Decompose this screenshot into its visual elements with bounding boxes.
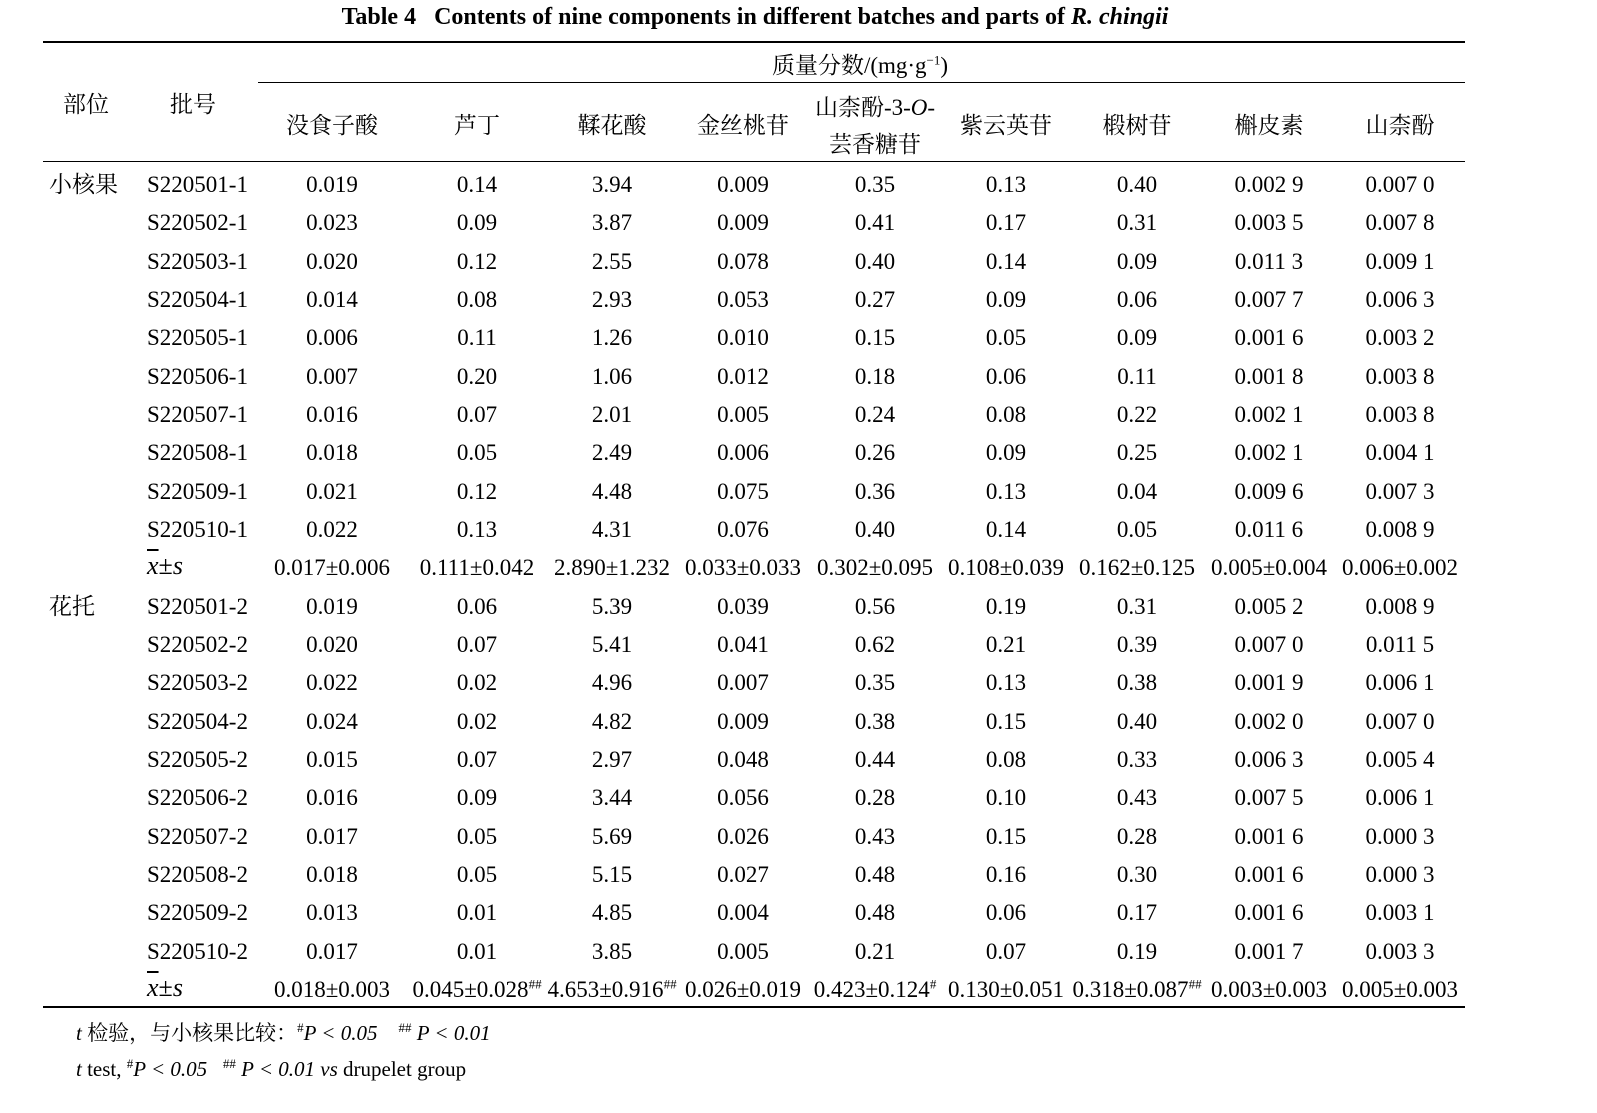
value-cell: 0.007 0: [1365, 708, 1435, 734]
value-cell: 0.56: [854, 593, 896, 619]
mean-value-cell: 0.033±0.033: [684, 555, 802, 581]
value-cell: 0.021: [306, 478, 358, 504]
header-col-1: 没食子酸: [286, 113, 378, 138]
value-cell: 4.48: [591, 478, 633, 504]
value-cell: 0.11: [1117, 363, 1157, 389]
header-batch: 批号: [170, 92, 216, 117]
value-cell: 0.001 8: [1234, 363, 1304, 389]
value-cell: 3.44: [591, 785, 633, 811]
batch-id: S220507-2: [147, 823, 248, 849]
batch-id: S220510-2: [147, 938, 248, 964]
species-name: R. chingii: [1071, 4, 1169, 30]
value-cell: 0.001 6: [1234, 325, 1304, 351]
header-col-7: 椴树苷: [1102, 113, 1172, 138]
value-cell: 0.05: [456, 440, 498, 466]
value-cell: 0.015: [306, 746, 358, 772]
header-col-9: 山柰酚: [1365, 113, 1435, 138]
value-cell: 0.21: [854, 938, 896, 964]
value-cell: 0.011 5: [1365, 631, 1435, 657]
value-cell: 0.01: [456, 938, 498, 964]
value-cell: 0.003 3: [1365, 938, 1435, 964]
footnote-cn: t 检验，与小核果比较：#P < 0.05 ## P < 0.01: [76, 1020, 491, 1045]
value-cell: 0.018: [306, 440, 358, 466]
value-cell: 0.013: [306, 900, 358, 926]
value-cell: 0.27: [854, 286, 896, 312]
value-cell: 0.40: [1116, 172, 1158, 197]
value-cell: 0.007 0: [1365, 172, 1435, 197]
value-cell: 0.001 6: [1234, 900, 1304, 926]
value-cell: 0.05: [456, 823, 498, 849]
value-cell: 0.008 9: [1365, 516, 1435, 542]
value-cell: 0.005: [717, 401, 769, 427]
value-cell: 0.014: [306, 286, 358, 312]
value-cell: 2.01: [591, 401, 633, 427]
value-cell: 0.14: [985, 516, 1027, 542]
value-cell: 0.007 5: [1234, 785, 1304, 811]
mean-value-cell: 0.130±0.051: [947, 976, 1065, 1002]
value-cell: 0.17: [1116, 900, 1158, 926]
value-cell: 0.09: [1116, 325, 1158, 351]
value-cell: 0.40: [854, 516, 896, 542]
value-cell: 0.022: [306, 670, 358, 696]
value-cell: 0.024: [306, 708, 358, 734]
mean-value-cell: 0.318±0.087##: [1072, 976, 1202, 1002]
value-cell: 4.85: [591, 900, 633, 926]
value-cell: 0.004: [717, 900, 769, 926]
value-cell: 0.048: [717, 746, 769, 772]
value-cell: 0.009: [717, 210, 769, 236]
value-cell: 0.07: [456, 401, 498, 427]
value-cell: 0.12: [456, 478, 498, 504]
mean-sd-label: $\overline{x}\pm s$: [147, 972, 183, 1002]
value-cell: 0.13: [456, 516, 498, 542]
batch-id: S220504-2: [147, 708, 248, 734]
value-cell: 0.007 7: [1234, 286, 1304, 312]
mean-value-cell: 0.005±0.004: [1210, 555, 1328, 581]
value-cell: 0.020: [306, 631, 358, 657]
value-cell: 1.26: [591, 325, 633, 351]
header-col-4: 金丝桃苷: [697, 113, 789, 138]
value-cell: 0.005 4: [1365, 746, 1435, 772]
mean-value-cell: 0.162±0.125: [1078, 555, 1196, 581]
value-cell: 0.004 1: [1365, 440, 1435, 466]
top-rule: [43, 41, 1465, 43]
value-cell: 3.87: [591, 210, 633, 236]
significance-mark: ##: [528, 976, 542, 992]
value-cell: 0.02: [456, 670, 498, 696]
value-cell: 0.007: [717, 670, 769, 696]
value-cell: 0.04: [1116, 478, 1158, 504]
value-cell: 0.000 3: [1365, 861, 1435, 887]
table-caption: Contents of nine components in different batches and parts of: [434, 4, 1072, 30]
value-cell: 0.36: [854, 478, 896, 504]
value-cell: 0.023: [306, 210, 358, 236]
value-cell: 0.06: [1116, 286, 1158, 312]
value-cell: 0.07: [985, 938, 1027, 964]
batch-id: S220506-1: [147, 363, 248, 389]
value-cell: 4.82: [591, 708, 633, 734]
value-cell: 0.40: [1116, 708, 1158, 734]
value-cell: 0.002 9: [1234, 172, 1304, 197]
value-cell: 0.18: [854, 363, 896, 389]
value-cell: 0.009 6: [1234, 478, 1304, 504]
value-cell: 0.019: [306, 172, 358, 197]
batch-id: S220504-1: [147, 286, 248, 312]
value-cell: 0.003 8: [1365, 401, 1435, 427]
value-cell: 0.002 1: [1234, 401, 1304, 427]
value-cell: 0.011 3: [1234, 248, 1304, 274]
value-cell: 0.007 3: [1365, 478, 1435, 504]
value-cell: 0.16: [985, 861, 1027, 887]
value-cell: 0.13: [985, 670, 1027, 696]
value-cell: 0.056: [717, 785, 769, 811]
value-cell: 0.41: [854, 210, 896, 236]
value-cell: 0.14: [985, 248, 1027, 274]
mean-value-cell: 0.026±0.019: [684, 976, 802, 1002]
table-title: [0, 2, 1510, 32]
value-cell: 0.006 3: [1234, 746, 1304, 772]
batch-id: S220509-1: [147, 478, 248, 504]
value-cell: 2.55: [591, 248, 633, 274]
value-cell: 0.25: [1116, 440, 1158, 466]
batch-id: S220505-1: [147, 325, 248, 351]
batch-id: S220507-1: [147, 401, 248, 427]
value-cell: 0.09: [456, 210, 498, 236]
value-cell: 0.15: [854, 325, 896, 351]
header-col-3: 鞣花酸: [577, 113, 647, 138]
mean-value-cell: 2.890±1.232: [553, 555, 671, 581]
value-cell: 0.19: [985, 593, 1027, 619]
value-cell: 0.07: [456, 746, 498, 772]
value-cell: 0.24: [854, 401, 896, 427]
value-cell: 0.001 6: [1234, 861, 1304, 887]
value-cell: 2.93: [591, 286, 633, 312]
value-cell: 0.006 1: [1365, 670, 1435, 696]
header-part: 部位: [63, 92, 109, 117]
value-cell: 0.30: [1116, 861, 1158, 887]
header-col-5-line1: 山柰酚-3-O-: [814, 95, 936, 120]
value-cell: 0.38: [854, 708, 896, 734]
value-cell: 0.006 1: [1365, 785, 1435, 811]
value-cell: 0.12: [456, 248, 498, 274]
value-cell: 5.39: [591, 593, 633, 619]
value-cell: 4.96: [591, 670, 633, 696]
value-cell: 0.48: [854, 900, 896, 926]
value-cell: 0.13: [985, 172, 1027, 197]
value-cell: 0.08: [456, 286, 498, 312]
footnote-en: t test, #P < 0.05 ## P < 0.01 vs drupelet group: [76, 1056, 467, 1081]
value-cell: 0.019: [306, 593, 358, 619]
value-cell: 0.14: [456, 172, 498, 197]
part-label: 花托: [49, 593, 95, 619]
value-cell: 0.62: [854, 631, 896, 657]
value-cell: 0.006: [306, 325, 358, 351]
table-number: Table 4: [341, 4, 417, 30]
value-cell: 0.31: [1116, 210, 1158, 236]
value-cell: 0.33: [1116, 746, 1158, 772]
value-cell: 0.003 8: [1365, 363, 1435, 389]
value-cell: 0.078: [717, 248, 769, 274]
batch-id: S220503-1: [147, 248, 248, 274]
value-cell: 0.026: [717, 823, 769, 849]
mean-value-cell: 0.005±0.003: [1341, 976, 1459, 1002]
value-cell: 0.09: [985, 286, 1027, 312]
value-cell: 0.43: [1116, 785, 1158, 811]
value-cell: 0.002 1: [1234, 440, 1304, 466]
value-cell: 0.012: [717, 363, 769, 389]
mean-value-cell: 0.302±0.095: [816, 555, 934, 581]
value-cell: 0.40: [854, 248, 896, 274]
bottom-rule: [43, 1006, 1465, 1008]
mean-value-cell: 0.006±0.002: [1341, 555, 1459, 581]
mean-value-cell: 0.045±0.028##: [412, 976, 542, 1002]
value-cell: 0.006 3: [1365, 286, 1435, 312]
value-cell: 0.001 7: [1234, 938, 1304, 964]
value-cell: 0.022: [306, 516, 358, 542]
value-cell: 0.01: [456, 900, 498, 926]
value-cell: 0.02: [456, 708, 498, 734]
unit-group-rule: [258, 82, 1465, 83]
significance-mark: ##: [663, 976, 677, 992]
mean-value-cell: 4.653±0.916##: [547, 976, 677, 1002]
value-cell: 0.21: [985, 631, 1027, 657]
header-bottom-rule: [43, 161, 1465, 162]
value-cell: 0.003 5: [1234, 210, 1304, 236]
value-cell: 0.31: [1116, 593, 1158, 619]
value-cell: 5.41: [591, 631, 633, 657]
value-cell: 0.26: [854, 440, 896, 466]
value-cell: 0.009 1: [1365, 248, 1435, 274]
value-cell: 0.11: [457, 325, 497, 351]
value-cell: 0.43: [854, 823, 896, 849]
value-cell: 0.28: [1116, 823, 1158, 849]
value-cell: 1.06: [591, 363, 633, 389]
value-cell: 0.016: [306, 785, 358, 811]
batch-id: S220508-2: [147, 861, 248, 887]
batch-id: S220502-2: [147, 631, 248, 657]
value-cell: 0.002 0: [1234, 708, 1304, 734]
value-cell: 0.08: [985, 746, 1027, 772]
value-cell: 0.05: [456, 861, 498, 887]
value-cell: 0.003 1: [1365, 900, 1435, 926]
value-cell: 0.011 6: [1234, 516, 1304, 542]
significance-mark: #: [929, 976, 937, 992]
header-col-5-line2: 芸香糖苷: [829, 132, 921, 157]
value-cell: 2.49: [591, 440, 633, 466]
value-cell: 0.17: [985, 210, 1027, 236]
batch-id: S220501-2: [147, 593, 248, 619]
mean-value-cell: 0.111±0.042: [419, 555, 535, 581]
value-cell: 0.05: [1116, 516, 1158, 542]
value-cell: 0.05: [985, 325, 1027, 351]
value-cell: 0.017: [306, 823, 358, 849]
value-cell: 4.31: [591, 516, 633, 542]
batch-id: S220509-2: [147, 900, 248, 926]
value-cell: 0.007 8: [1365, 210, 1435, 236]
value-cell: 0.009: [717, 708, 769, 734]
mean-value-cell: 0.017±0.006: [273, 555, 391, 581]
batch-id: S220502-1: [147, 210, 248, 236]
value-cell: 0.018: [306, 861, 358, 887]
value-cell: 0.35: [854, 670, 896, 696]
mean-value-cell: 0.003±0.003: [1210, 976, 1328, 1002]
value-cell: 0.017: [306, 938, 358, 964]
mean-value-cell: 0.108±0.039: [947, 555, 1065, 581]
value-cell: 0.15: [985, 823, 1027, 849]
value-cell: 0.009: [717, 172, 769, 197]
batch-id: S220508-1: [147, 440, 248, 466]
value-cell: 0.35: [854, 172, 896, 197]
value-cell: 3.85: [591, 938, 633, 964]
batch-id: S220505-2: [147, 746, 248, 772]
value-cell: 0.22: [1116, 401, 1158, 427]
mean-sd-label: $\overline{x}\pm s$: [147, 551, 183, 581]
value-cell: 0.06: [985, 363, 1027, 389]
value-cell: 5.69: [591, 823, 633, 849]
value-cell: 0.007: [306, 363, 358, 389]
value-cell: 0.000 3: [1365, 823, 1435, 849]
value-cell: 0.15: [985, 708, 1027, 734]
value-cell: 0.008 9: [1365, 593, 1435, 619]
value-cell: 0.09: [456, 785, 498, 811]
value-cell: 0.06: [985, 900, 1027, 926]
value-cell: 0.016: [306, 401, 358, 427]
value-cell: 0.13: [985, 478, 1027, 504]
batch-id: S220510-1: [147, 516, 248, 542]
value-cell: 0.38: [1116, 670, 1158, 696]
value-cell: 0.48: [854, 861, 896, 887]
value-cell: 0.039: [717, 593, 769, 619]
mean-value-cell: 0.018±0.003: [273, 976, 391, 1002]
batch-id: S220506-2: [147, 785, 248, 811]
value-cell: 0.041: [717, 631, 769, 657]
value-cell: 0.001 6: [1234, 823, 1304, 849]
header-unit-group: 质量分数$/(mg\cdot g^{-1})$: [771, 52, 949, 78]
value-cell: 0.07: [456, 631, 498, 657]
value-cell: 5.15: [591, 861, 633, 887]
value-cell: 0.20: [456, 363, 498, 389]
value-cell: 0.39: [1116, 631, 1158, 657]
header-col-2: 芦丁: [454, 113, 500, 138]
value-cell: 0.076: [717, 516, 769, 542]
value-cell: 0.10: [985, 785, 1027, 811]
value-cell: 0.28: [854, 785, 896, 811]
value-cell: 0.19: [1116, 938, 1158, 964]
value-cell: 0.06: [456, 593, 498, 619]
value-cell: 0.075: [717, 478, 769, 504]
value-cell: 0.053: [717, 286, 769, 312]
part-label: 小核果: [49, 172, 118, 197]
value-cell: 0.027: [717, 861, 769, 887]
header-col-6: 紫云英苷: [960, 113, 1052, 138]
value-cell: 0.005: [717, 938, 769, 964]
value-cell: 3.94: [591, 172, 633, 197]
value-cell: 0.09: [1116, 248, 1158, 274]
value-cell: 0.010: [717, 325, 769, 351]
value-cell: 0.007 0: [1234, 631, 1304, 657]
value-cell: 0.005 2: [1234, 593, 1304, 619]
value-cell: 0.020: [306, 248, 358, 274]
significance-mark: ##: [1188, 976, 1202, 992]
value-cell: 0.09: [985, 440, 1027, 466]
mean-value-cell: 0.423±0.124#: [813, 976, 937, 1002]
value-cell: 0.44: [854, 746, 896, 772]
batch-id: S220501-1: [147, 172, 248, 197]
batch-id: S220503-2: [147, 670, 248, 696]
value-cell: 0.006: [717, 440, 769, 466]
value-cell: 0.003 2: [1365, 325, 1435, 351]
header-col-8: 槲皮素: [1234, 113, 1304, 138]
value-cell: 2.97: [591, 746, 633, 772]
value-cell: 0.08: [985, 401, 1027, 427]
value-cell: 0.001 9: [1234, 670, 1304, 696]
